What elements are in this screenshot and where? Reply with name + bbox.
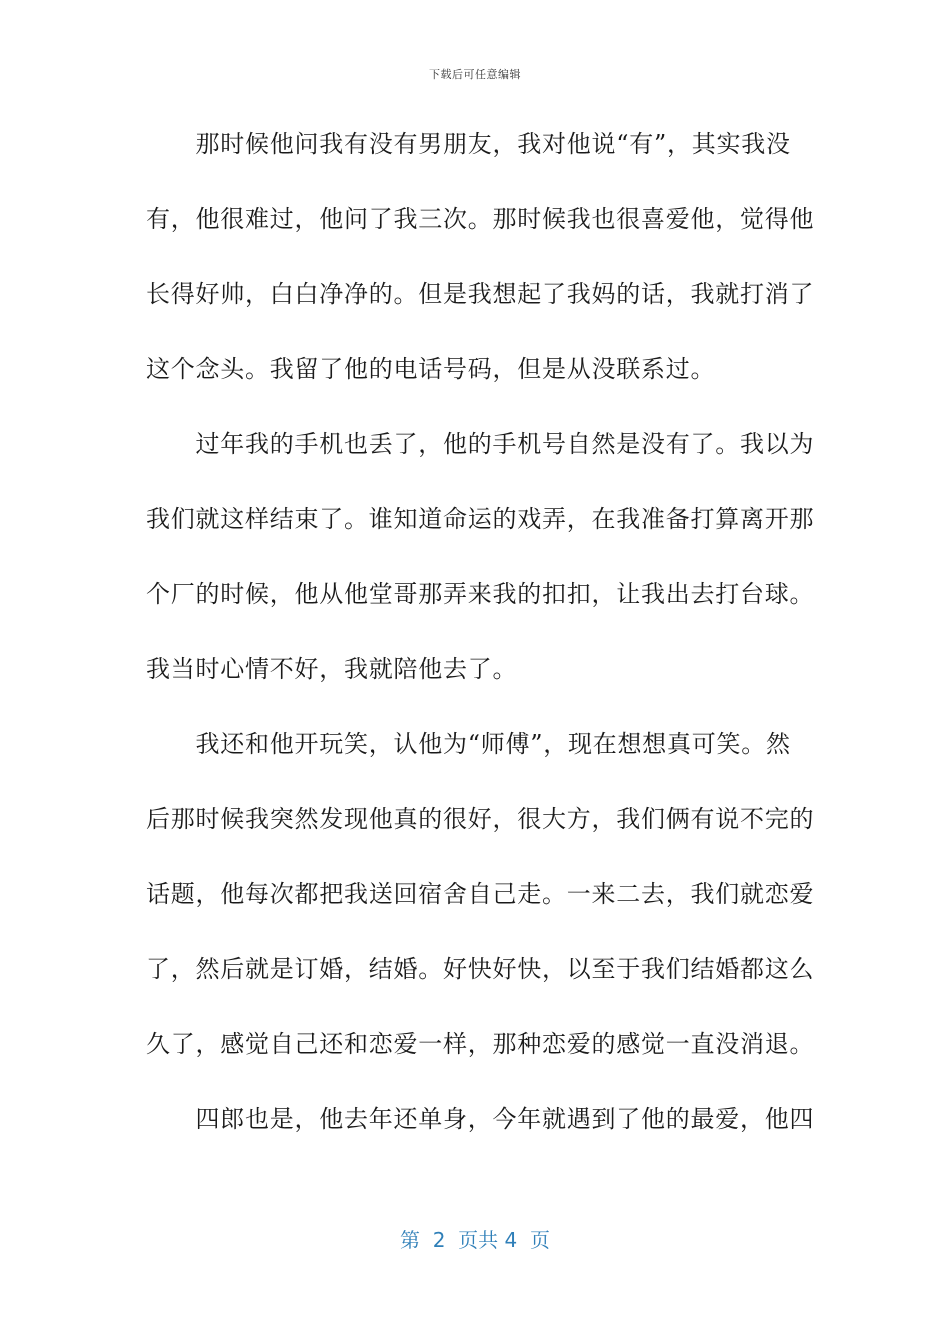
header-note: 下载后可任意编辑 — [429, 68, 521, 81]
text-line: 那时候他问我有没有男朋友，我对他说“有”，其实我没 — [146, 130, 791, 158]
text-line: 话题，他每次都把我送回宿舍自己走。一来二去，我们就恋爱 — [146, 880, 815, 908]
text-line: 我还和他开玩笑，认他为“师傅”，现在想想真可笑。然 — [146, 730, 791, 758]
page-number-footer: 第 2 页共 4 页 — [400, 1228, 550, 1252]
text-line: 久了，感觉自己还和恋爱一样，那种恋爱的感觉一直没消退。 — [146, 1030, 815, 1058]
text-line: 四郎也是，他去年还单身，今年就遇到了他的最爱，他四 — [146, 1105, 815, 1133]
text-line: 了，然后就是订婚，结婚。好快好快，以至于我们结婚都这么 — [146, 955, 815, 983]
text-line: 个厂的时候，他从他堂哥那弄来我的扣扣，让我出去打台球。 — [146, 580, 815, 608]
text-line: 长得好帅，白白净净的。但是我想起了我妈的话，我就打消了 — [146, 280, 815, 308]
text-line: 这个念头。我留了他的电话号码，但是从没联系过。 — [146, 355, 716, 383]
text-line: 过年我的手机也丢了，他的手机号自然是没有了。我以为 — [146, 430, 815, 458]
text-line: 后那时候我突然发现他真的很好，很大方，我们俩有说不完的 — [146, 805, 815, 833]
text-line: 有，他很难过，他问了我三次。那时候我也很喜爱他，觉得他 — [146, 205, 815, 233]
text-line: 我当时心情不好，我就陪他去了。 — [146, 655, 518, 683]
text-line: 我们就这样结束了。谁知道命运的戏弄，在我准备打算离开那 — [146, 505, 815, 533]
